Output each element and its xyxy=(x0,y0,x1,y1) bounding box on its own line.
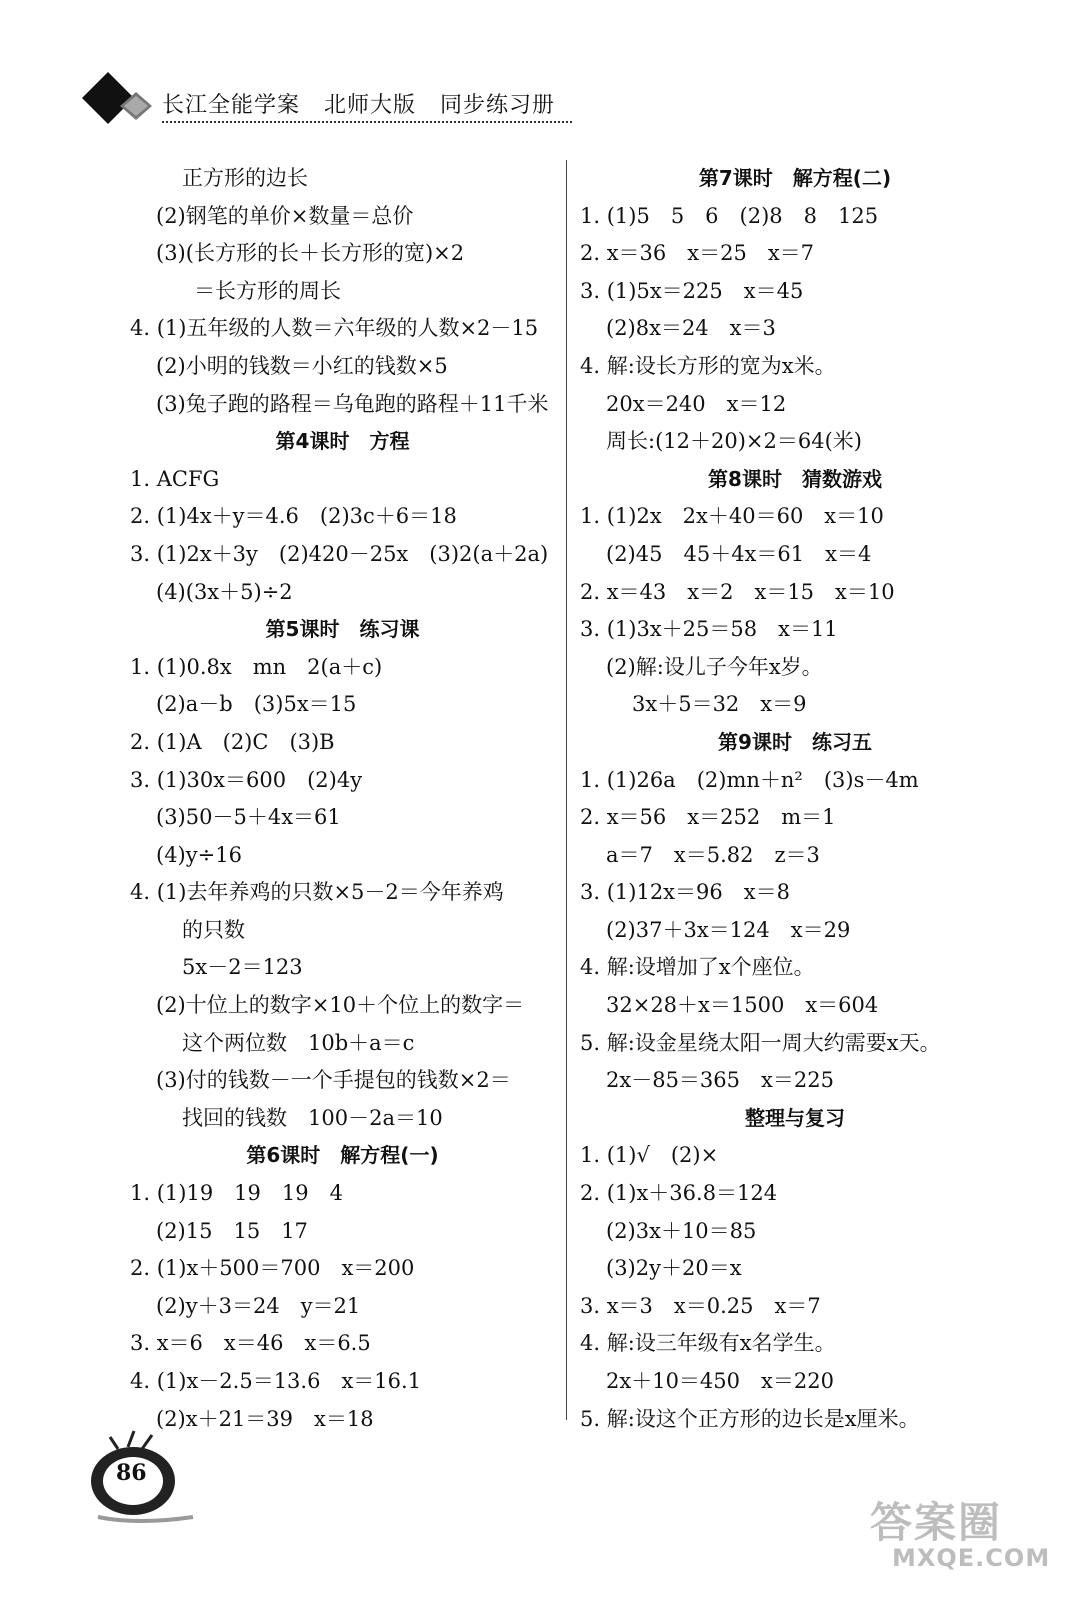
answer-line: (2)小明的钱数＝小红的钱数×5 xyxy=(156,353,448,378)
answer-line: 周长:(12＋20)×2＝64(米) xyxy=(606,429,862,454)
answer-column-right xyxy=(580,160,1010,1438)
answer-line: (2)3x＋10＝85 xyxy=(606,1218,757,1243)
answer-line: 1. (1)19 19 19 4 xyxy=(130,1181,343,1206)
answer-line: (2)8x＝24 x＝3 xyxy=(606,316,776,341)
answer-line: 2. x＝56 x＝252 m＝1 xyxy=(580,805,836,830)
answer-line: 2. (1)x＋500＝700 x＝200 xyxy=(130,1256,415,1281)
watermark-main: 答案圈 xyxy=(870,1498,1003,1547)
watermark-url: MXQE.COM xyxy=(892,1544,1051,1572)
answer-line: 2. x＝36 x＝25 x＝7 xyxy=(580,241,815,266)
answer-line: 1. ACFG xyxy=(130,466,220,491)
section-heading: 第7课时 解方程(二) xyxy=(698,166,892,190)
answer-line: 3. (1)5x＝225 x＝45 xyxy=(580,278,804,303)
answer-line: 3. (1)3x＋25＝58 x＝11 xyxy=(580,617,838,642)
answer-line: 1. (1)5 5 6 (2)8 8 125 xyxy=(580,203,879,228)
answer-line: 3. (1)2x＋3y (2)420－25x (3)2(a＋2a) xyxy=(130,541,549,566)
answer-line: 5x－2＝123 xyxy=(182,955,303,980)
section-heading: 第9课时 练习五 xyxy=(718,729,872,754)
answer-line: 3x＋5＝32 x＝9 xyxy=(632,692,807,717)
answer-line: (2)解:设儿子今年x岁。 xyxy=(606,654,823,679)
answer-line: 4. 解:设增加了x个座位。 xyxy=(580,955,815,980)
answer-line: 1. (1)0.8x mn 2(a＋c) xyxy=(130,654,383,679)
answer-line: (4)(3x＋5)÷2 xyxy=(156,579,293,604)
answer-line: 5. 解:设金星绕太阳一周大约需要x天。 xyxy=(580,1030,941,1055)
section-heading: 第6课时 解方程(一) xyxy=(246,1143,439,1168)
page-number: 86 xyxy=(116,1460,147,1486)
column-divider xyxy=(566,160,567,1420)
answer-line: ＝长方形的周长 xyxy=(194,278,341,303)
answer-line: 3. x＝6 x＝46 x＝6.5 xyxy=(130,1331,371,1356)
section-heading: 整理与复习 xyxy=(745,1105,845,1130)
answer-line: 2x－85＝365 x＝225 xyxy=(606,1068,834,1093)
section-heading: 第4课时 方程 xyxy=(275,429,410,454)
header-dotted-rule xyxy=(162,121,572,123)
book-title: 长江全能学案 北师大版 同步练习册 xyxy=(162,93,555,118)
answer-column-left xyxy=(130,160,555,1438)
page-number-badge xyxy=(88,1425,198,1525)
answer-line: a＝7 x＝5.82 z＝3 xyxy=(606,842,820,867)
watermark xyxy=(860,1490,1051,1590)
answer-line: (2)a－b (3)5x＝15 xyxy=(156,692,357,717)
answer-line: (2)15 15 17 xyxy=(156,1218,308,1243)
answer-line: 正方形的边长 xyxy=(182,166,308,190)
answer-line: 4. (1)x－2.5＝13.6 x＝16.1 xyxy=(130,1369,422,1393)
answer-line: (3)(长方形的长＋长方形的宽)×2 xyxy=(156,241,465,266)
answer-line: 2. (1)4x＋y＝4.6 (2)3c＋6＝18 xyxy=(130,504,457,529)
answer-line: 找回的钱数 100－2a＝10 xyxy=(182,1105,443,1130)
answer-line: (2)y＋3＝24 y＝21 xyxy=(156,1293,361,1318)
section-heading: 第8课时 猜数游戏 xyxy=(708,466,882,491)
answer-line: (3)2y＋20＝x xyxy=(606,1256,742,1281)
answer-line: (4)y÷16 xyxy=(156,842,242,867)
answer-line: 2. x＝43 x＝2 x＝15 x＝10 xyxy=(580,579,895,604)
answer-line: (2)十位上的数字×10＋个位上的数字＝ xyxy=(156,993,525,1018)
answer-line: (3)50－5＋4x＝61 xyxy=(156,805,341,830)
answer-line: 2. (1)x＋36.8＝124 xyxy=(580,1181,778,1206)
answer-line: (2)钢笔的单价×数量＝总价 xyxy=(156,203,414,228)
answer-line: 4. 解:设长方形的宽为x米。 xyxy=(580,353,836,378)
answer-line: (3)付的钱数－一个手提包的钱数×2＝ xyxy=(156,1068,511,1093)
answer-line: 3. x＝3 x＝0.25 x＝7 xyxy=(580,1293,821,1318)
answer-line: (2)45 45＋4x＝61 x＝4 xyxy=(606,541,872,566)
answer-line: (3)兔子跑的路程＝乌龟跑的路程＋11千米 xyxy=(156,391,549,416)
answer-line: 20x＝240 x＝12 xyxy=(606,391,787,416)
answer-line: 3. (1)30x＝600 (2)4y xyxy=(130,767,363,792)
answer-line: 的只数 xyxy=(182,917,245,942)
answer-line: 4. (1)五年级的人数＝六年级的人数×2－15 xyxy=(130,316,539,341)
answer-line: 1. (1)√ (2)× xyxy=(580,1143,719,1168)
section-heading: 第5课时 练习课 xyxy=(265,617,420,642)
answer-line: 4. 解:设三年级有x名学生。 xyxy=(580,1331,836,1356)
answer-line: (2)x＋21＝39 x＝18 xyxy=(156,1406,374,1431)
answer-line: (2)37＋3x＝124 x＝29 xyxy=(606,917,851,942)
answer-line: 2x＋10＝450 x＝220 xyxy=(606,1369,834,1393)
answer-line: 32×28＋x＝1500 x＝604 xyxy=(606,993,879,1018)
answer-line: 这个两位数 10b＋a＝c xyxy=(182,1030,415,1055)
answer-line: 3. (1)12x＝96 x＝8 xyxy=(580,880,790,905)
answer-line: 5. 解:设这个正方形的边长是x厘米。 xyxy=(580,1406,920,1431)
page-header xyxy=(80,70,570,130)
answer-line: 4. (1)去年养鸡的只数×5－2＝今年养鸡 xyxy=(130,880,504,905)
answer-line: 1. (1)2x 2x＋40＝60 x＝10 xyxy=(580,504,884,529)
diamond-logo-icon xyxy=(80,70,170,130)
answer-line: 2. (1)A (2)C (3)B xyxy=(130,729,335,754)
answer-line: 1. (1)26a (2)mn＋n² (3)s－4m xyxy=(580,767,919,792)
